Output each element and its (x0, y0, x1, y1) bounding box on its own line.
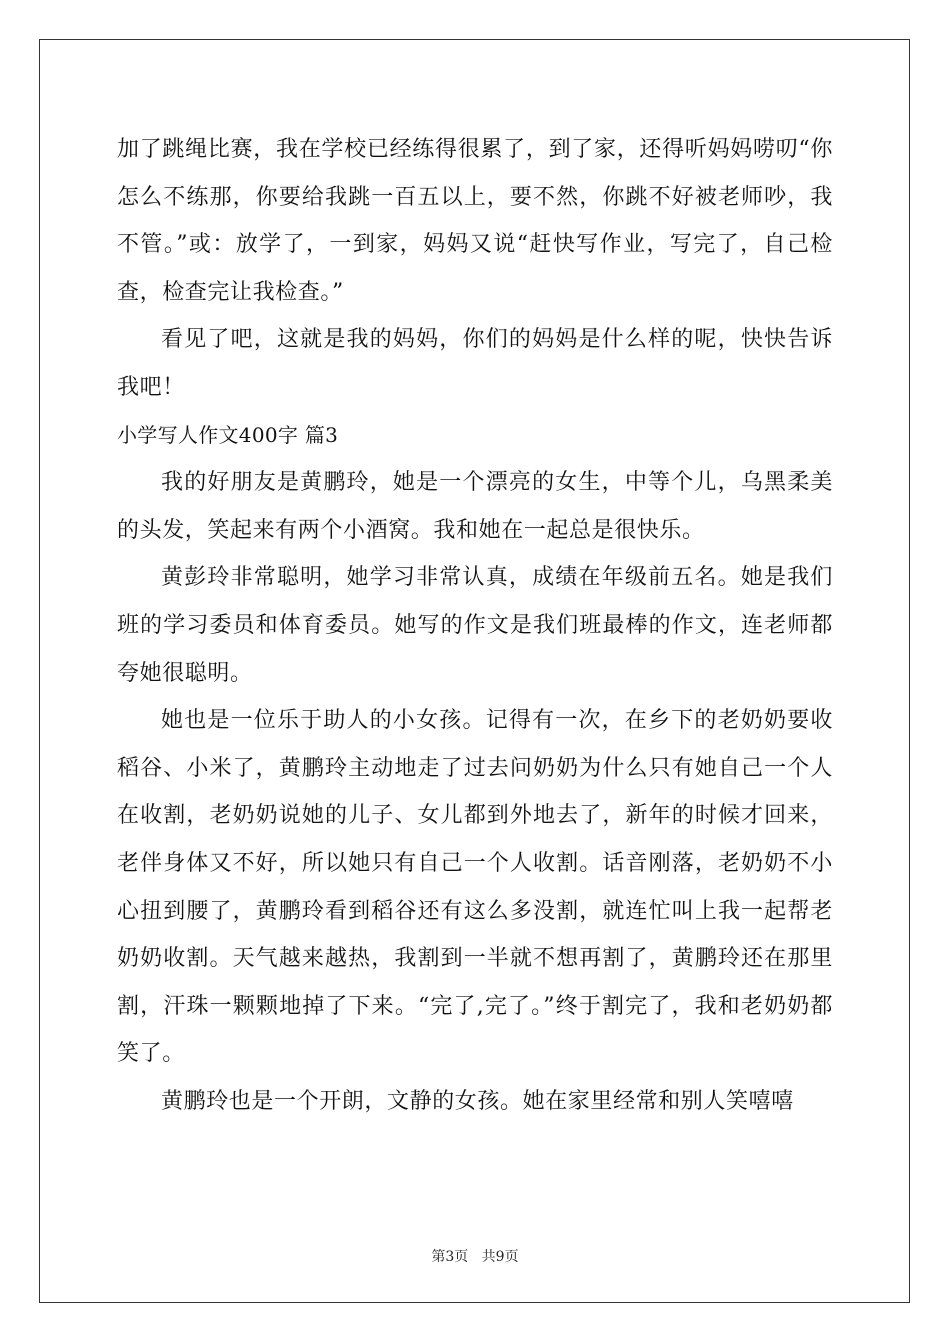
paragraph: 我的好朋友是黄鹏玲，她是一个漂亮的女生，中等个儿，乌黑柔美的头发，笑起来有两个小酒窝。我和她在一起总是很快乐。 (117, 470, 833, 543)
paragraph: 黄彭玲非常聪明，她学习非常认真，成绩在年级前五名。她是我们班的学习委员和体育委员。她写的作文是我们班最棒的作文，连老师都夸她很聪明。 (117, 565, 833, 686)
paragraph-closing: 看见了吧，这就是我的妈妈，你们的妈妈是什么样的呢，快快告诉我吧！ (117, 327, 833, 400)
paragraph: 她也是一位乐于助人的小女孩。记得有一次，在乡下的老奶奶要收稻谷、小米了，黄鹏玲主动地走了过去问奶奶为什么只有她自己一个人在收割，老奶奶说她的儿子、女儿都到外地去了，新年的时候才回来，老伴身体又不好，所以她只有自己一个人收割。话音刚落，老奶奶不小心扭到腰了，黄鹏玲看到稻谷还有这么多没割，就连忙叫上我一起帮老奶奶收割。天气越来越热，我割到一半就不想再割了，黄鹏玲还在那里割，汗珠一颗颗地掉了下来。“完了,完了。”终于割完了，我和老奶奶都笑了。 (117, 708, 833, 1067)
page-footer (0, 1246, 950, 1266)
page-number: 第3页 (431, 1249, 469, 1265)
document-body (117, 126, 833, 1125)
paragraph-continued: 加了跳绳比赛，我在学校已经练得很累了，到了家，还得听妈妈唠叨“你怎么不练那，你要给我跳一百五以上，要不然，你跳不好被老师吵，我不管。”或：放学了，一到家，妈妈又说“赶快写作业，写完了，自己检查，检查完让我检查。” (117, 137, 833, 305)
page-total: 共9页 (481, 1249, 519, 1265)
paragraph: 黄鹏玲也是一个开朗，文静的女孩。她在家里经常和别人笑嘻嘻 (161, 1088, 794, 1114)
section-heading: 小学写人作文400字 篇3 (117, 422, 339, 447)
